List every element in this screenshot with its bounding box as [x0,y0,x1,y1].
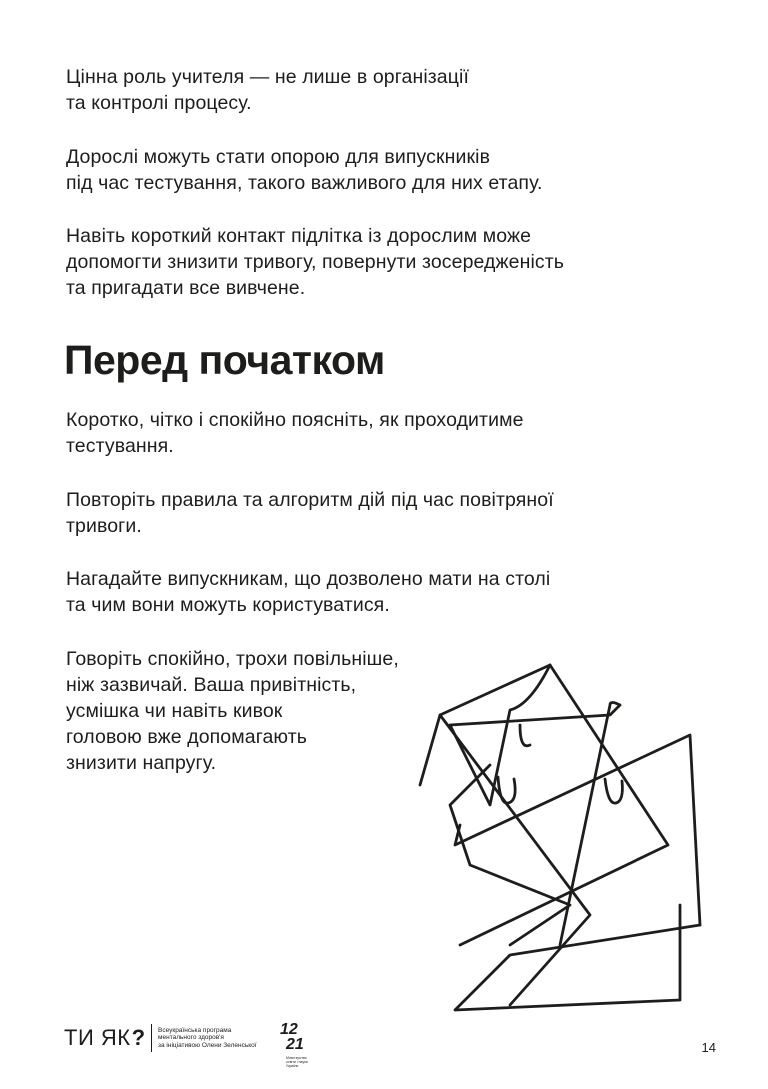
tip-paragraph-1: Коротко, чітко і спокійно поясніть, як проходитиме тестування. [66,409,524,457]
page-number: 14 [701,1040,716,1055]
tip-paragraph-3: Нагадайте випускникам, що дозволено мати на столі та чим вони можуть користуватися. [66,568,551,616]
intro-paragraph-1: Цінна роль учителя — не лише в організації та контролі процесу. [66,66,469,114]
eye-left-icon [498,777,515,803]
tip-paragraph-4: Говоріть спокійно, трохи повільніше, ніж зазвичай. Ваша привітність, усмішка чи навіть кивок головою вже допомагають знизити напругу. [66,648,399,774]
scribble-face-illustration [410,655,710,1025]
badge-number-bottom: 21 [286,1036,304,1053]
scribble-line [520,725,530,746]
badge-caption: Міністерство освіти і науки України [286,1056,308,1068]
scribble-line [455,905,700,1010]
brand-logo-text: ТИ ЯК [64,1025,131,1050]
eye-right-icon [605,779,622,803]
scribble-line [450,765,570,945]
intro-paragraph-2: Дорослі можуть стати опорою для випускників під час тестування, такого важливого для них етапу. [66,146,543,194]
scribble-line [450,665,620,945]
badge-number-top: 12 [280,1021,298,1038]
intro-paragraph-3: Навіть короткий контакт підлітка із дорослим може допомогти знизити тривогу, повернути зосередженість та пригадати все вивчене. [66,225,565,299]
ministry-badge-logo [278,1022,318,1068]
brand-question-icon: ? [131,1025,146,1050]
footer-branding [64,1024,268,1052]
section-heading: Перед початком [64,337,385,383]
scribble-line [440,665,668,945]
divider [151,1024,152,1052]
program-description: Всеукраїнська програма ментального здоров'я за ініціативою Олени Зеленської [158,1026,257,1049]
tip-paragraph-2: Повторіть правила та алгоритм дій під час повітряної тривоги. [66,489,554,537]
